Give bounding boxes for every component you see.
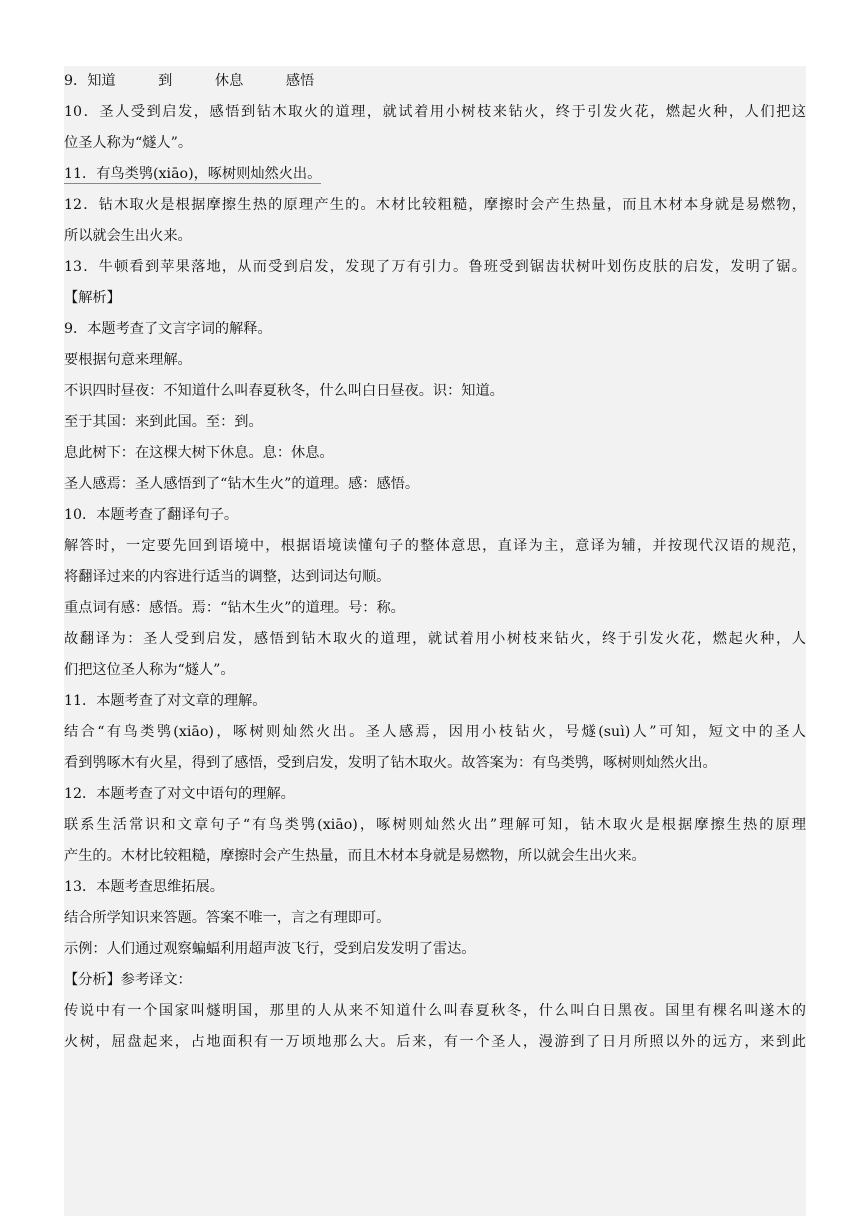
answer-11-underlined: 11．有鸟类鸮(xiāo)，啄树则灿然火出。 xyxy=(64,166,322,182)
analysis-9-text: 要根据句意来理解。 xyxy=(64,352,192,368)
analysis-11-text-2: 看到鸮啄木有火星，得到了感悟，受到启发，发明了钻木取火。故答案为：有鸟类鸮，啄树则灿然火出。 xyxy=(64,755,717,771)
analysis-9-title: 9．本题考查了文言字词的解释。 xyxy=(64,321,272,337)
analysis-10-title: 10．本题考查了翻译句子。 xyxy=(64,507,239,523)
answer-10-line: 10．圣人受到启发，感悟到钻木取火的道理，就试着用小树枝来钻火，终于引发火花，燃起火种，人们把这 xyxy=(64,104,806,120)
analysis-12-text-2: 产生的。木材比较粗糙，摩擦时会产生热量，而且木材本身就是易燃物，所以就会生出火来。 xyxy=(64,848,646,864)
analysis-9-item-2: 至于其国：来到此国。至：到。 xyxy=(64,414,263,430)
reference-translation-2: 火树，屈盘起来，占地面积有一万顷地那么大。后来，有一个圣人，漫游到了日月所照以外的远方，来到此 xyxy=(64,1034,806,1050)
answer-text-block xyxy=(64,66,806,1058)
document-page xyxy=(64,66,806,1216)
reference-translation-1: 传说中有一个国家叫燧明国，那里的人从来不知道什么叫春夏秋冬，什么叫白日黑夜。国里有棵名叫遂木的 xyxy=(64,1003,806,1019)
answer-12-line-cont: 所以就会生出火来。 xyxy=(64,228,192,244)
analysis-9-item-3: 息此树下：在这棵大树下休息。息：休息。 xyxy=(64,445,334,461)
answer-10-line-cont: 位圣人称为“燧人”。 xyxy=(64,135,193,151)
answer-11-line xyxy=(64,159,806,190)
analysis-10-keywords: 重点词有感：感悟。焉：“钻木生火”的道理。号：称。 xyxy=(64,600,405,616)
analysis-13-text: 结合所学知识来答题。答案不唯一，言之有理即可。 xyxy=(64,910,391,926)
analysis-10-translation-1: 故翻译为：圣人受到启发，感悟到钻木取火的道理，就试着用小树枝来钻火，终于引发火花，燃起火种，人 xyxy=(64,631,806,647)
reference-translation-heading: 【分析】参考译文： xyxy=(64,972,192,988)
analysis-11-title: 11．本题考查了对文章的理解。 xyxy=(64,693,267,709)
analysis-12-text-1: 联系生活常识和文章句子“有鸟类鸮(xiāo)，啄树则灿然火出”理解可知，钻木取火是根据摩擦生热的原理 xyxy=(64,817,806,833)
analysis-heading: 【解析】 xyxy=(64,290,121,306)
analysis-10-text-2: 将翻译过来的内容进行适当的调整，达到词达句顺。 xyxy=(64,569,391,585)
answer-12-line: 12．钻木取火是根据摩擦生热的原理产生的。木材比较粗糙，摩擦时会产生热量，而且木材本身就是易燃物， xyxy=(64,197,806,213)
analysis-9-item-4: 圣人感焉：圣人感悟到了“钻木生火”的道理。感：感悟。 xyxy=(64,476,420,492)
analysis-12-title: 12．本题考查了对文中语句的理解。 xyxy=(64,786,295,802)
analysis-13-example: 示例：人们通过观察蝙蝠利用超声波飞行，受到启发发明了雷达。 xyxy=(64,941,476,957)
analysis-13-title: 13．本题考查思维拓展。 xyxy=(64,879,224,895)
analysis-10-text-1: 解答时，一定要先回到语境中，根据语境读懂句子的整体意思，直译为主，意译为辅，并按现代汉语的规范， xyxy=(64,538,806,554)
analysis-11-text-1: 结合“有鸟类鸮(xiāo)，啄树则灿然火出。圣人感焉，因用小枝钻火，号燧(suì)人”可知，短文中的圣人 xyxy=(64,724,806,740)
answer-9-line: 9．知道 到 休息 感悟 xyxy=(64,73,315,89)
answer-13-line: 13．牛顿看到苹果落地，从而受到启发，发现了万有引力。鲁班受到锯齿状树叶划伤皮肤的启发，发明了锯。 xyxy=(64,259,806,275)
analysis-9-item-1: 不识四时昼夜：不知道什么叫春夏秋冬，什么叫白日昼夜。识：知道。 xyxy=(64,383,504,399)
analysis-10-translation-2: 们把这位圣人称为“燧人”。 xyxy=(64,662,235,678)
